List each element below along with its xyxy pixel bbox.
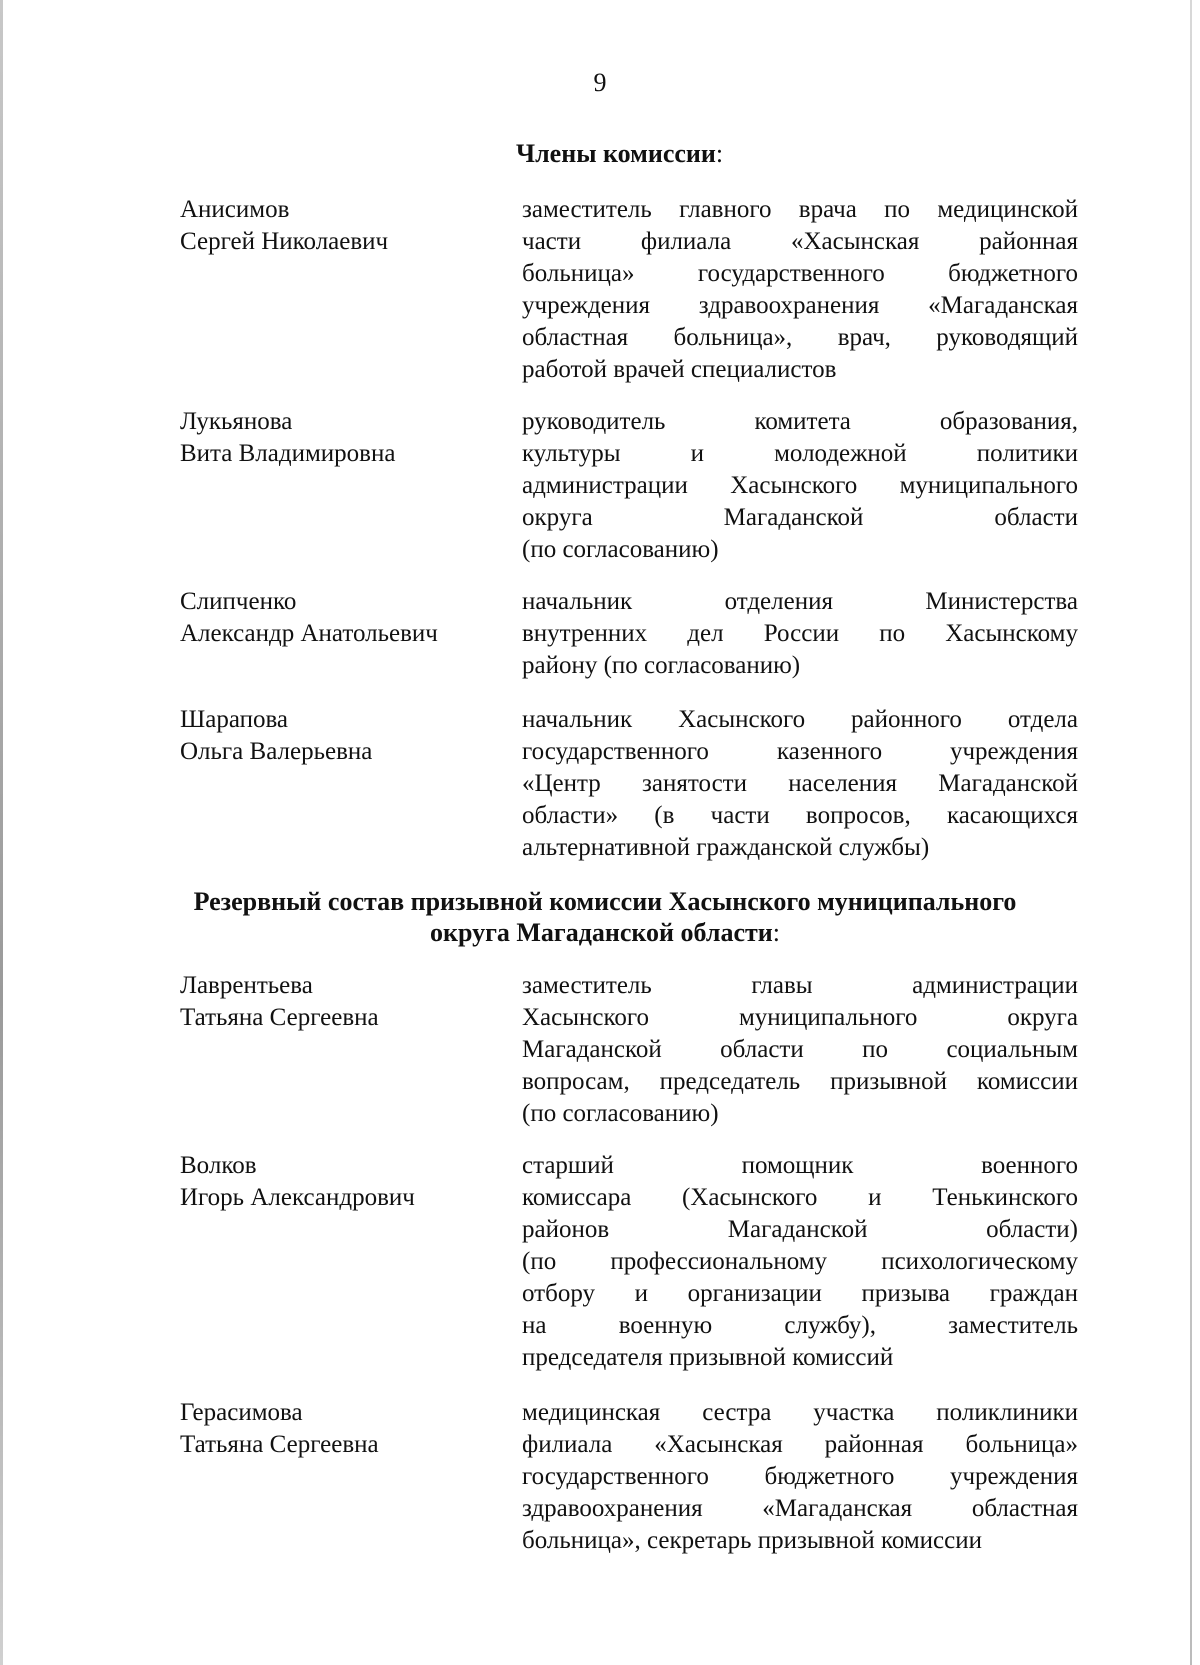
position-line: отбору и организации призыва граждан (522, 1280, 1078, 1307)
member-position (522, 586, 1078, 682)
member-surname: Шарапова (180, 706, 289, 733)
reserve-position (522, 970, 1078, 1130)
reserve-position (522, 1397, 1078, 1557)
member-surname: Анисимов (180, 196, 290, 223)
member-given-names: Вита Владимировна (180, 440, 396, 467)
position-line: Магаданской области по социальным (522, 1036, 1078, 1063)
position-line: «Центр занятости населения Магаданской (522, 770, 1078, 797)
position-line: Хасынского муниципального округа (522, 1004, 1078, 1031)
member-given-names: Ольга Валерьевна (180, 738, 373, 765)
members-heading-text: Члены комиссии (516, 139, 716, 168)
reserve-heading-text: округа Магаданской области (429, 918, 773, 947)
reserve-surname: Герасимова (180, 1399, 303, 1426)
reserve-surname: Волков (180, 1152, 257, 1179)
position-line: работой врачей специалистов (522, 356, 837, 383)
reserve-name (180, 1150, 500, 1214)
scan-edge-right (1190, 0, 1192, 1665)
position-line: заместитель главного врача по медицинской (522, 196, 1078, 223)
position-line: культуры и молодежной политики (522, 440, 1078, 467)
position-line: (по согласованию) (522, 1100, 719, 1127)
member-name (180, 586, 500, 650)
member-surname: Слипченко (180, 588, 297, 615)
member-name (180, 406, 500, 470)
position-line: вопросам, председатель призывной комиссии (522, 1068, 1078, 1095)
reserve-given-names: Татьяна Сергеевна (180, 1431, 379, 1458)
position-line: старший помощник военного (522, 1152, 1078, 1179)
member-name (180, 704, 500, 768)
reserve-given-names: Игорь Александрович (180, 1184, 415, 1211)
position-line: на военную службу), заместитель (522, 1312, 1078, 1339)
member-position (522, 194, 1078, 386)
reserve-heading-line: Резервный состав призывной комиссии Хасынского муниципального (193, 887, 1017, 916)
position-line: начальник Хасынского районного отдела (522, 706, 1078, 733)
position-line: руководитель комитета образования, (522, 408, 1078, 435)
position-line: комиссара (Хасынского и Тенькинского (522, 1184, 1078, 1211)
scan-edge-left (0, 0, 3, 1665)
position-line: (по профессиональному психологическому (522, 1248, 1078, 1275)
member-name (180, 194, 500, 258)
reserve-name (180, 970, 500, 1034)
page-number: 9 (593, 68, 607, 97)
position-line: району (по согласованию) (522, 652, 801, 679)
position-line: районов Магаданской области) (522, 1216, 1078, 1243)
members-heading (516, 138, 723, 169)
member-given-names: Сергей Николаевич (180, 228, 389, 255)
position-line: филиала «Хасынская районная больница» (522, 1431, 1078, 1458)
reserve-given-names: Татьяна Сергеевна (180, 1004, 379, 1031)
position-line: медицинская сестра участка поликлиники (522, 1399, 1078, 1426)
position-line: больница», секретарь призывной комиссии (522, 1527, 983, 1554)
position-line: учреждения здравоохранения «Магаданская (522, 292, 1078, 319)
reserve-surname: Лаврентьева (180, 972, 313, 999)
reserve-position (522, 1150, 1078, 1374)
position-line: альтернативной гражданской службы) (522, 834, 930, 861)
member-surname: Лукьянова (180, 408, 293, 435)
members-heading-colon: : (715, 139, 724, 168)
position-line: (по согласованию) (522, 536, 719, 563)
position-line: председателя призывной комиссий (522, 1344, 894, 1371)
member-given-names: Александр Анатольевич (180, 620, 438, 647)
reserve-heading (150, 886, 1060, 948)
position-line: округа Магаданской области (522, 504, 1078, 531)
position-line: администрации Хасынского муниципального (522, 472, 1078, 499)
position-line: государственного казенного учреждения (522, 738, 1078, 765)
position-line: больница» государственного бюджетного (522, 260, 1078, 287)
position-line: областная больница», врач, руководящий (522, 324, 1078, 351)
position-line: государственного бюджетного учреждения (522, 1463, 1078, 1490)
position-line: начальник отделения Министерства (522, 588, 1078, 615)
reserve-heading-line-2 (150, 917, 1060, 948)
position-line: внутренних дел России по Хасынскому (522, 620, 1078, 647)
reserve-heading-colon: : (772, 918, 780, 947)
member-position (522, 704, 1078, 864)
reserve-name (180, 1397, 500, 1461)
position-line: области» (в части вопросов, касающихся (522, 802, 1078, 829)
position-line: заместитель главы администрации (522, 972, 1078, 999)
position-line: части филиала «Хасынская районная (522, 228, 1078, 255)
position-line: здравоохранения «Магаданская областная (522, 1495, 1078, 1522)
member-position (522, 406, 1078, 566)
